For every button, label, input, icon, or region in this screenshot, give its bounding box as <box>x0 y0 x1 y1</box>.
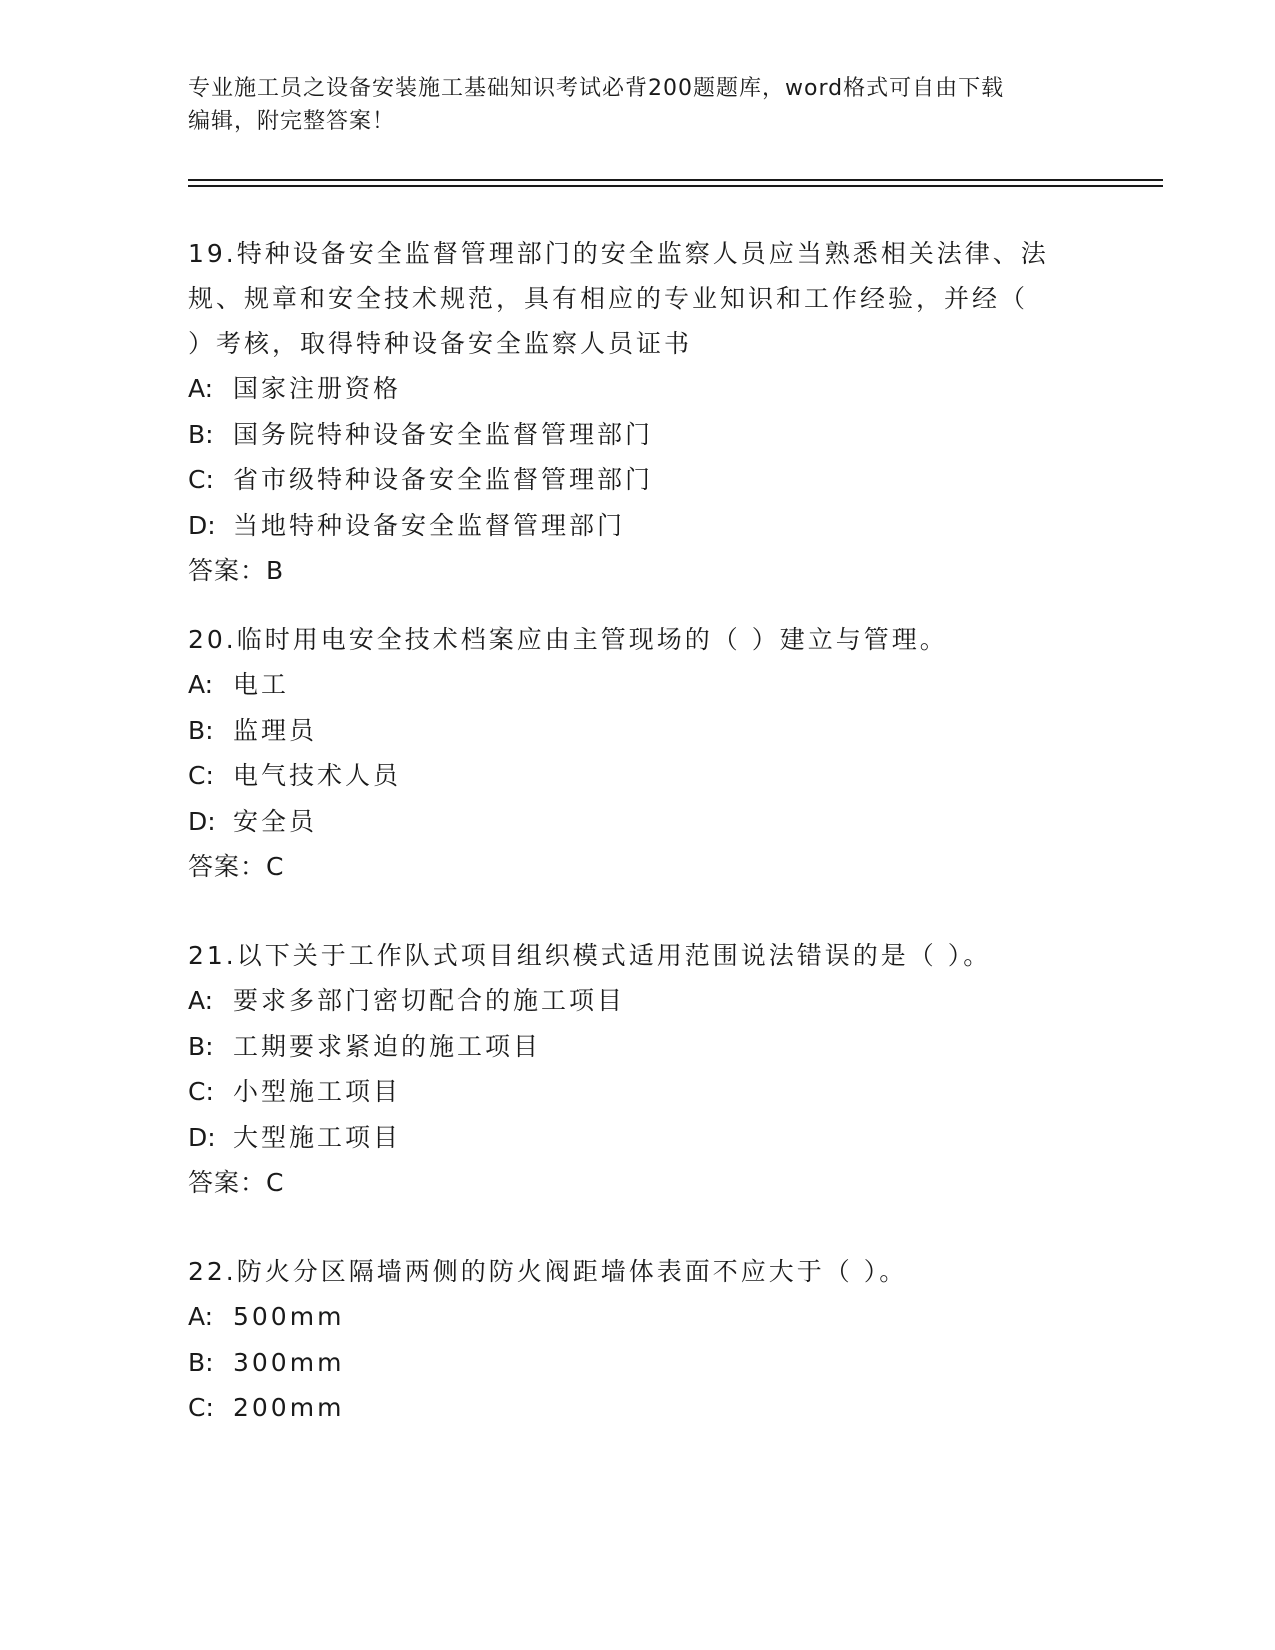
option-text: 电工 <box>233 670 290 699</box>
option-text: 200mm <box>233 1393 345 1422</box>
question-text-line: 21.以下关于工作队式项目组织模式适用范围说法错误的是（ ）。 <box>188 941 992 970</box>
option-text: 小型施工项目 <box>233 1077 402 1106</box>
option-text: 安全员 <box>233 806 318 836</box>
option-text: 大型施工项目 <box>233 1122 402 1152</box>
option-letter: D: <box>188 510 216 540</box>
question-20 <box>188 617 1088 890</box>
option-letter: D: <box>188 806 216 836</box>
answer-label: 答案：C <box>188 852 285 881</box>
option-text: 500mm <box>233 1302 345 1331</box>
option-text: 电气技术人员 <box>233 761 402 790</box>
header-divider-bottom <box>188 185 1163 187</box>
question-21 <box>188 933 1088 1206</box>
question-text-line: 规、规章和安全技术规范，具有相应的专业知识和工作经验，并经（ <box>188 284 1029 313</box>
header-line-2: 编辑，附完整答案！ <box>188 109 396 134</box>
question-text-line: 19.特种设备安全监督管理部门的安全监察人员应当熟悉相关法律、法 <box>188 239 1049 268</box>
option-b <box>188 412 1088 458</box>
answer-label: 答案：B <box>188 556 285 585</box>
option-letter: B: <box>188 1347 214 1377</box>
option-letter: B: <box>188 1031 214 1061</box>
option-text: 国务院特种设备安全监督管理部门 <box>233 419 654 449</box>
option-letter: D: <box>188 1122 216 1152</box>
document-header <box>188 72 1088 138</box>
option-c <box>188 1069 1088 1115</box>
option-letter: C: <box>188 1393 214 1422</box>
option-c <box>188 457 1088 503</box>
option-letter: A: <box>188 374 214 403</box>
option-a <box>188 1294 1088 1340</box>
question-text-line: ）考核，取得特种设备安全监察人员证书 <box>188 329 693 358</box>
question-text-line: 22.防火分区隔墙两侧的防火阀距墙体表面不应大于（ ）。 <box>188 1257 908 1286</box>
option-d <box>188 503 1088 549</box>
option-a <box>188 662 1088 708</box>
header-line-1: 专业施工员之设备安装施工基础知识考试必背200题题库，word格式可自由下载 <box>188 76 1005 101</box>
question-19 <box>188 231 1088 594</box>
option-letter: C: <box>188 761 214 790</box>
option-d <box>188 1115 1088 1161</box>
option-letter: A: <box>188 986 214 1015</box>
option-letter: A: <box>188 670 214 699</box>
question-22 <box>188 1249 1088 1431</box>
option-text: 国家注册资格 <box>233 374 402 403</box>
option-letter: C: <box>188 465 214 494</box>
option-text: 省市级特种设备安全监督管理部门 <box>233 465 654 494</box>
option-b <box>188 1024 1088 1070</box>
option-a <box>188 366 1088 412</box>
option-c <box>188 1385 1088 1431</box>
option-a <box>188 978 1088 1024</box>
option-b <box>188 708 1088 754</box>
question-text-line: 20.临时用电安全技术档案应由主管现场的（ ）建立与管理。 <box>188 625 948 654</box>
option-text: 当地特种设备安全监督管理部门 <box>233 510 626 540</box>
option-letter: B: <box>188 419 214 449</box>
option-d <box>188 799 1088 845</box>
option-letter: B: <box>188 715 214 745</box>
header-divider-top <box>188 179 1163 181</box>
option-text: 300mm <box>233 1347 345 1377</box>
option-text: 监理员 <box>233 715 318 745</box>
option-text: 要求多部门密切配合的施工项目 <box>233 986 626 1015</box>
option-letter: C: <box>188 1077 214 1106</box>
option-b <box>188 1340 1088 1386</box>
answer-label: 答案：C <box>188 1168 285 1197</box>
option-text: 工期要求紧迫的施工项目 <box>233 1031 542 1061</box>
option-letter: A: <box>188 1302 214 1331</box>
option-c <box>188 753 1088 799</box>
